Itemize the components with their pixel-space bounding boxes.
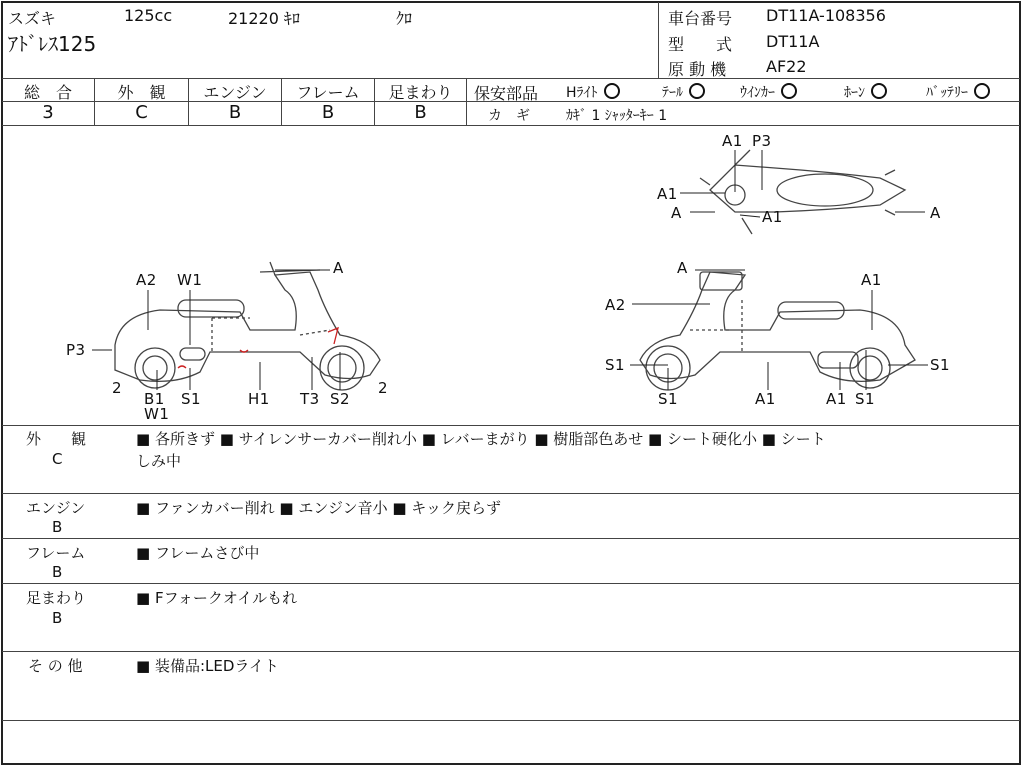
diag-label: A1 bbox=[755, 390, 776, 408]
grade-header-frame: フレーム bbox=[296, 83, 360, 102]
rule bbox=[2, 583, 1020, 584]
section-grade-frame: B bbox=[52, 563, 63, 581]
top-view-scooter-icon bbox=[700, 150, 905, 234]
grade-exterior: C bbox=[135, 102, 148, 123]
diag-label: S1 bbox=[605, 356, 626, 374]
section-text-exterior: ■ 各所きず ■ サイレンサーカバー削れ小 ■ レバーまがり ■ 樹脂部色あせ ■ シート硬化小 ■ シート bbox=[136, 430, 826, 448]
diag-label: A bbox=[677, 259, 688, 277]
grade-header-exterior: 外 観 bbox=[117, 83, 166, 102]
model-name: ｱﾄﾞﾚｽ125 bbox=[8, 32, 97, 56]
grade-header-engine: エンジン bbox=[203, 83, 267, 102]
diag-label: A bbox=[333, 259, 344, 277]
rule bbox=[2, 493, 1020, 494]
grade-header-total: 総 合 bbox=[23, 83, 72, 102]
diag-label: A2 bbox=[605, 296, 626, 314]
section-grade-suspension: B bbox=[52, 609, 63, 627]
diag-label: 2 bbox=[378, 379, 389, 397]
diag-label: P3 bbox=[66, 341, 86, 359]
key-label: カ ギ bbox=[488, 108, 530, 124]
type-label: 型 式 bbox=[668, 35, 733, 54]
frame-no-label: 車台番号 bbox=[668, 9, 733, 28]
diag-label: S1 bbox=[181, 390, 202, 408]
safety-horn: ﾎｰﾝ bbox=[844, 82, 887, 102]
diag-label: S1 bbox=[930, 356, 951, 374]
rule bbox=[2, 720, 1020, 721]
type-value: DT11A bbox=[766, 32, 820, 51]
section-text-other: ■ 装備品:LEDライト bbox=[136, 657, 279, 675]
mileage: 21220 ｷﾛ bbox=[228, 9, 300, 28]
rule bbox=[2, 651, 1020, 652]
section-label-suspension: 足まわり bbox=[26, 589, 87, 607]
engine-value: AF22 bbox=[766, 57, 807, 76]
section-text-exterior-2: しみ中 bbox=[136, 452, 182, 470]
section-grade-engine: B bbox=[52, 518, 63, 536]
diag-label: A2 bbox=[136, 271, 157, 289]
diag-label: H1 bbox=[248, 390, 270, 408]
diag-label: S2 bbox=[330, 390, 351, 408]
diag-label: W1 bbox=[144, 405, 170, 423]
safety-title: 保安部品 bbox=[474, 84, 539, 103]
section-label-frame: フレーム bbox=[26, 544, 86, 562]
frame-no: DT11A-108356 bbox=[766, 6, 886, 25]
grade-engine: B bbox=[228, 102, 242, 123]
safety-battery: ﾊﾞｯﾃﾘｰ bbox=[926, 82, 990, 102]
displacement: 125cc bbox=[124, 6, 173, 25]
diag-label: A1 bbox=[861, 271, 882, 289]
diag-label: A1 bbox=[722, 132, 743, 150]
safety-tail: ﾃｰﾙ bbox=[662, 82, 705, 102]
grade-total: 3 bbox=[42, 102, 54, 123]
diag-label: A bbox=[671, 204, 682, 222]
section-label-exterior: 外 観 bbox=[26, 430, 87, 448]
diag-label: P3 bbox=[752, 132, 772, 150]
diag-label: T3 bbox=[300, 390, 320, 408]
rule bbox=[2, 425, 1020, 426]
maker: スズキ bbox=[8, 9, 57, 28]
diag-label: W1 bbox=[177, 271, 203, 289]
safety-winker: ｳｲﾝｶｰ bbox=[740, 82, 797, 102]
rule bbox=[2, 538, 1020, 539]
diag-label: S1 bbox=[855, 390, 876, 408]
section-text-frame: ■ フレームさび中 bbox=[136, 544, 260, 562]
grade-suspension: B bbox=[414, 102, 427, 123]
diag-label: S1 bbox=[658, 390, 679, 408]
grade-frame: B bbox=[321, 102, 335, 123]
diag-label: 2 bbox=[112, 379, 123, 397]
section-text-suspension: ■ Fフォークオイルもれ bbox=[136, 589, 298, 607]
key-value: ｶｷﾞ 1 ｼｬｯﾀｰｷｰ 1 bbox=[566, 108, 668, 124]
color: ｸﾛ bbox=[396, 9, 413, 28]
diag-label: A1 bbox=[657, 185, 678, 203]
diag-label: B1 bbox=[144, 390, 165, 408]
section-label-engine: エンジン bbox=[26, 499, 86, 517]
section-grade-exterior: C bbox=[52, 450, 63, 468]
engine-label: 原 動 機 bbox=[668, 60, 727, 79]
section-text-engine: ■ ファンカバー削れ ■ エンジン音小 ■ キック戻らず bbox=[136, 499, 502, 517]
safety-headlight: Hﾗｲﾄ bbox=[566, 82, 620, 102]
diag-label: A1 bbox=[826, 390, 847, 408]
diag-label: A1 bbox=[762, 208, 783, 226]
grade-header-suspension: 足まわり bbox=[388, 83, 453, 102]
diag-label: A bbox=[930, 204, 941, 222]
section-label-other: そ の 他 bbox=[28, 657, 83, 675]
right-scooter-icon bbox=[640, 272, 915, 390]
